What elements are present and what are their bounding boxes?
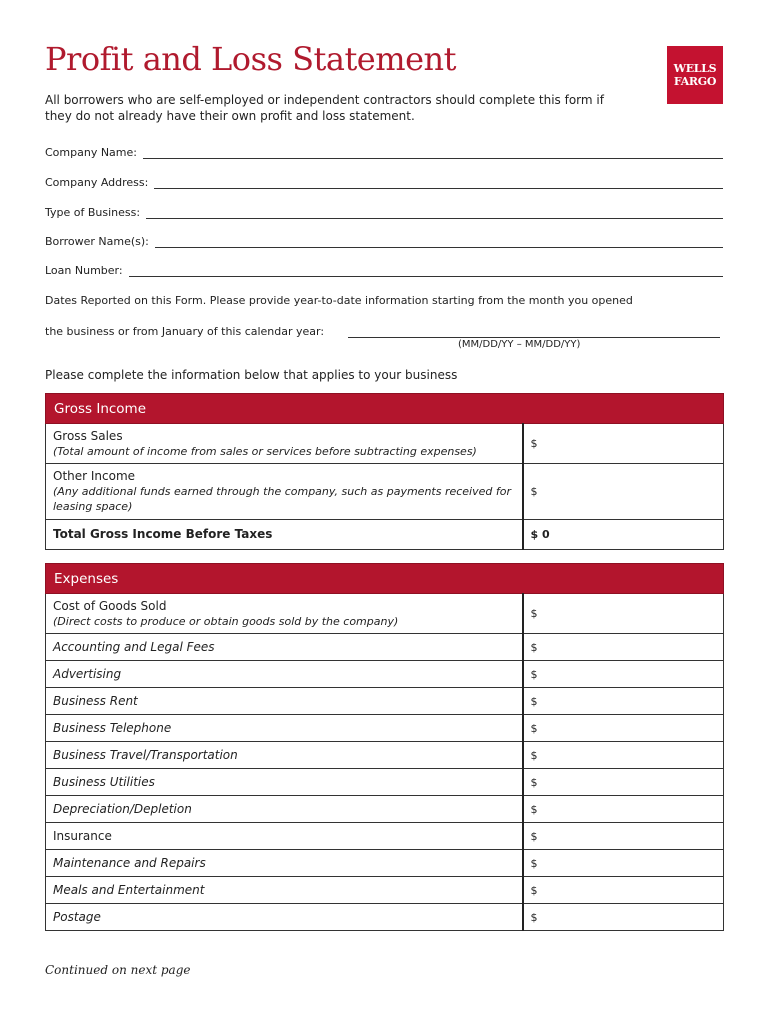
table-row bbox=[46, 688, 724, 715]
company-address-label: Company Address: bbox=[45, 176, 149, 189]
dates-note: Dates Reported on this Form. Please provide year-to-date information starting from the month you opened bbox=[45, 294, 633, 307]
borrower-names-field bbox=[45, 235, 723, 248]
expense-amount[interactable]: $ bbox=[523, 742, 724, 769]
expense-label: Business Travel/Transportation bbox=[46, 742, 523, 769]
continued-note: Continued on next page bbox=[45, 963, 191, 977]
expense-label: Accounting and Legal Fees bbox=[46, 634, 523, 661]
expense-label: Business Utilities bbox=[46, 769, 523, 796]
type-of-business-input[interactable] bbox=[146, 206, 723, 219]
row-label bbox=[46, 424, 523, 464]
logo-line-1: WELLS bbox=[673, 62, 717, 75]
gross-income-table bbox=[45, 393, 724, 550]
other-income-amount[interactable]: $ bbox=[523, 464, 724, 520]
company-name-field bbox=[45, 146, 723, 159]
table-row bbox=[46, 850, 724, 877]
expense-label: Advertising bbox=[46, 661, 523, 688]
dates-input[interactable] bbox=[348, 337, 720, 338]
cogs-amount[interactable]: $ bbox=[523, 594, 724, 634]
expense-amount[interactable]: $ bbox=[523, 715, 724, 742]
wells-fargo-logo bbox=[667, 46, 723, 104]
company-name-label: Company Name: bbox=[45, 146, 137, 159]
expense-label: Business Rent bbox=[46, 688, 523, 715]
row-label bbox=[46, 464, 523, 520]
expense-label: Depreciation/Depletion bbox=[46, 796, 523, 823]
expenses-table bbox=[45, 563, 724, 931]
table-row bbox=[46, 424, 724, 464]
table-row bbox=[46, 823, 724, 850]
company-address-input[interactable] bbox=[154, 176, 723, 189]
table-row bbox=[46, 661, 724, 688]
expense-label: Maintenance and Repairs bbox=[46, 850, 523, 877]
gross-income-header: Gross Income bbox=[46, 394, 724, 424]
cogs-label: Cost of Goods Sold bbox=[53, 598, 167, 613]
complete-note: Please complete the information below that applies to your business bbox=[45, 368, 458, 382]
other-income-description: (Any additional funds earned through the company, such as payments received for leasing space) bbox=[53, 485, 511, 513]
dates-label: the business or from January of this calendar year: bbox=[45, 325, 325, 338]
expense-label: Insurance bbox=[46, 823, 523, 850]
expense-amount[interactable]: $ bbox=[523, 823, 724, 850]
expense-amount[interactable]: $ bbox=[523, 661, 724, 688]
expense-amount[interactable]: $ bbox=[523, 850, 724, 877]
type-of-business-field bbox=[45, 206, 723, 219]
dates-format-hint: (MM/DD/YY – MM/DD/YY) bbox=[458, 339, 581, 350]
expense-amount[interactable]: $ bbox=[523, 634, 724, 661]
expense-amount[interactable]: $ bbox=[523, 877, 724, 904]
table-row bbox=[46, 715, 724, 742]
table-row bbox=[46, 594, 724, 634]
other-income-label: Other Income bbox=[53, 469, 136, 483]
loan-number-input[interactable] bbox=[129, 264, 723, 277]
expense-amount[interactable]: $ bbox=[523, 688, 724, 715]
table-row bbox=[46, 634, 724, 661]
gross-sales-description: (Total amount of income from sales or services before subtracting expenses) bbox=[53, 444, 477, 458]
row-label bbox=[46, 594, 523, 634]
company-address-field bbox=[45, 176, 723, 189]
gross-sales-label: Gross Sales bbox=[53, 428, 123, 443]
company-name-input[interactable] bbox=[143, 146, 723, 159]
intro-text: All borrowers who are self-employed or independent contractors should complete this form if they do not already have their own profit and loss statement. bbox=[45, 93, 604, 123]
table-row bbox=[46, 520, 724, 550]
loan-number-label: Loan Number: bbox=[45, 264, 123, 277]
expense-label: Business Telephone bbox=[46, 715, 523, 742]
expense-label: Postage bbox=[46, 904, 523, 931]
expense-amount[interactable]: $ bbox=[523, 796, 724, 823]
expense-amount[interactable]: $ bbox=[523, 769, 724, 796]
expense-amount[interactable]: $ bbox=[523, 904, 724, 931]
type-of-business-label: Type of Business: bbox=[45, 206, 141, 219]
gross-sales-amount[interactable]: $ bbox=[523, 424, 724, 464]
page-title: Profit and Loss Statement bbox=[45, 40, 456, 78]
logo-line-2: FARGO bbox=[673, 75, 717, 88]
table-row bbox=[46, 877, 724, 904]
total-gross-income-label: Total Gross Income Before Taxes bbox=[46, 520, 523, 550]
table-row bbox=[46, 464, 724, 520]
table-row bbox=[46, 742, 724, 769]
borrower-names-input[interactable] bbox=[155, 235, 723, 248]
borrower-names-label: Borrower Name(s): bbox=[45, 235, 149, 248]
table-row bbox=[46, 796, 724, 823]
expense-label: Meals and Entertainment bbox=[46, 877, 523, 904]
loan-number-field bbox=[45, 264, 723, 277]
cogs-description: (Direct costs to produce or obtain goods sold by the company) bbox=[53, 614, 399, 628]
expenses-header: Expenses bbox=[46, 564, 724, 594]
table-row bbox=[46, 904, 724, 931]
total-gross-income-amount[interactable]: $ 0 bbox=[523, 520, 724, 550]
table-row bbox=[46, 769, 724, 796]
